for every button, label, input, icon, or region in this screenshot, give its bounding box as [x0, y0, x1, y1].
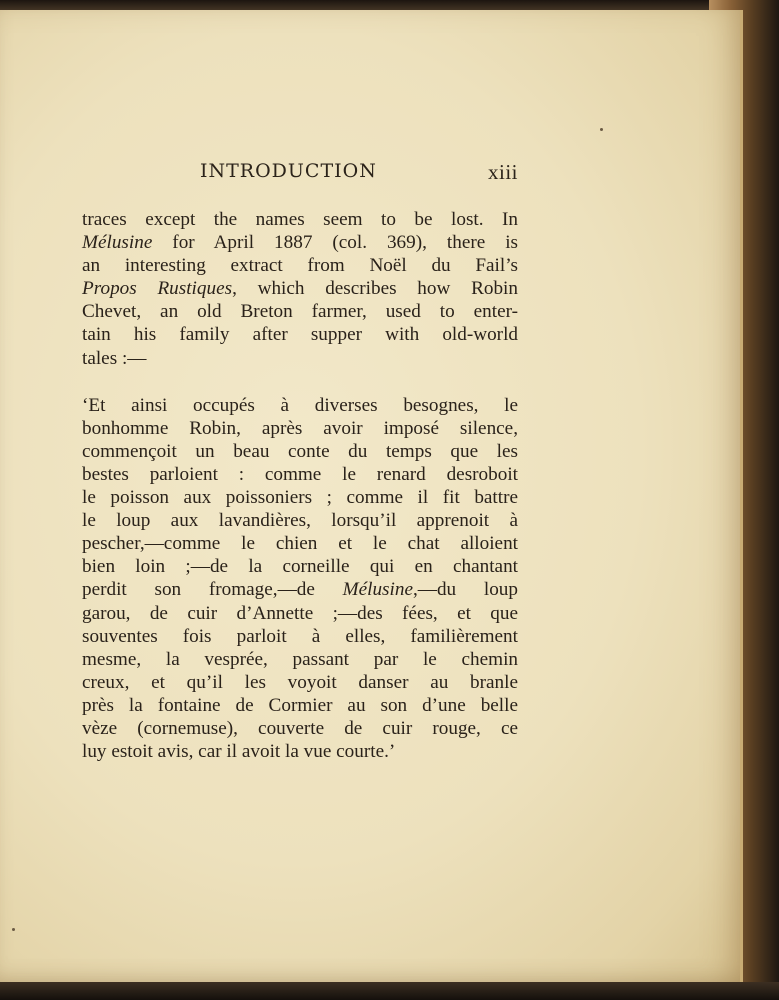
book-bottom-edge — [0, 982, 779, 1000]
text-line: tales :— — [82, 347, 147, 369]
page-number: xiii — [487, 160, 518, 184]
italic-title: Mélusine — [82, 232, 153, 254]
text-line: bestes parloient : comme le renard desroboit — [82, 463, 518, 485]
running-head — [200, 160, 520, 184]
paper-speck — [12, 928, 15, 931]
text-line: bonhomme Robin, après avoir imposé silence, — [82, 417, 518, 439]
text-line: garou, de cuir d’Annette ;—des fées, et que — [82, 602, 518, 624]
text-line: an interesting extract from Noël du Fail’s — [82, 255, 518, 277]
text-line: commençoit un beau conte du temps que les — [82, 440, 518, 462]
text-line: pescher,—comme le chien et le chat alloient — [82, 533, 518, 555]
italic-title: Mélusine — [342, 579, 413, 601]
text-line: Chevet, an old Breton farmer, used to enter- — [82, 301, 518, 323]
text-line: luy estoit avis, car il avoit la vue courte.’ — [82, 741, 396, 763]
text-line: Propos Rustiques, which describes how Robin — [82, 278, 518, 300]
text-line: tain his family after supper with old-world — [82, 324, 518, 346]
text-line: vèze (cornemuse), couverte de cuir rouge, ce — [82, 717, 518, 739]
text-line: ‘Et ainsi occupés à diverses besognes, le — [82, 394, 518, 416]
text-line: creux, et qu’il les voyoit danser au branle — [82, 671, 518, 693]
text-line: près la fontaine de Cormier au son d’une belle — [82, 694, 518, 716]
text-line: le loup aux lavandières, lorsqu’il apprenoit à — [82, 510, 518, 532]
text-line: souventes fois parloit à elles, familièrement — [82, 625, 518, 647]
text-line: bien loin ;—de la corneille qui en chantant — [82, 556, 518, 578]
running-head-title: INTRODUCTION — [200, 160, 377, 182]
text-line: mesme, la vesprée, passant par le chemin — [82, 648, 518, 670]
paragraph-quotation — [82, 394, 518, 764]
body-text — [82, 208, 518, 763]
paper-page — [0, 10, 743, 982]
text-line: traces except the names seem to be lost. In — [82, 209, 518, 230]
text-line: Mélusine for April 1887 (col. 369), there is — [82, 232, 518, 254]
paragraph-intro — [82, 208, 518, 370]
italic-title: Propos Rustiques — [82, 278, 233, 300]
paper-speck — [600, 128, 603, 131]
text-line: perdit son fromage,—de Mélusine,—du loup — [82, 579, 518, 601]
text-line: le poisson aux poissoniers ; comme il fit battre — [82, 487, 518, 509]
paragraph-gap — [82, 370, 518, 394]
